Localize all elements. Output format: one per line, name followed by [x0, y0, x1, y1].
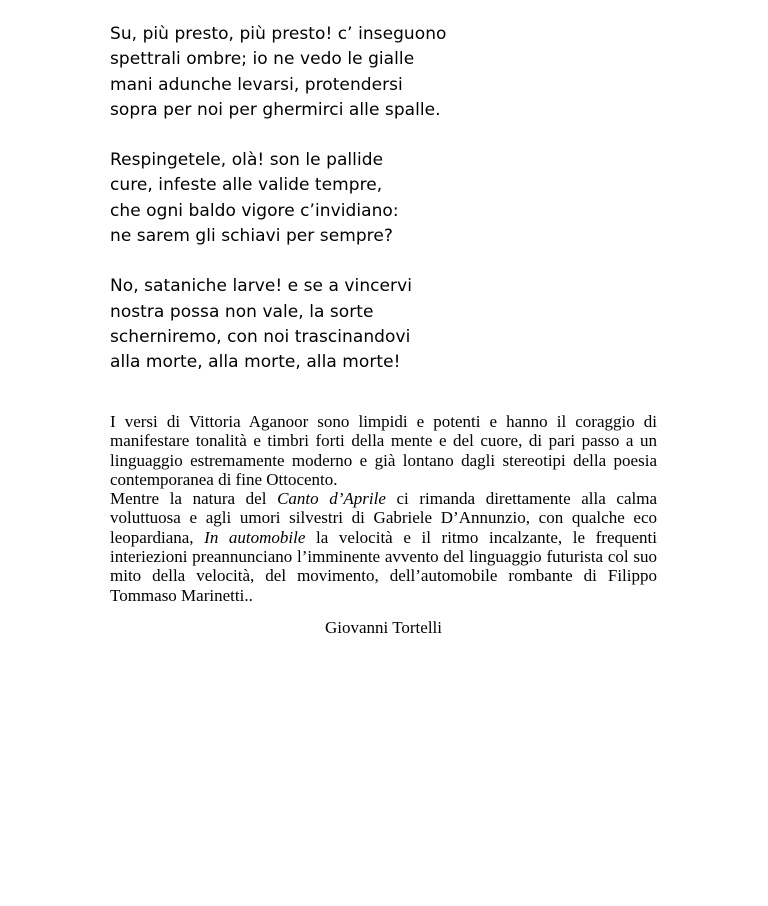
poem-line: sopra per noi per ghermirci alle spalle.	[110, 99, 441, 120]
commentary-text: la velocità e il ritmo incalzante, le frequenti interiezioni preannunciano l’imminente avvento del linguaggio futurista col suo mito della velocità, del movimento, dell’automobile rombante di Filippo Tommaso Marinetti..	[110, 527, 657, 605]
commentary	[110, 412, 657, 605]
commentary-text: ci rimanda direttamente alla calma voluttuosa e agli umori silvestri di Gabriele D’Annunzio, con qualche eco leopardiana,	[110, 489, 657, 547]
work-title-in-automobile: In automobile	[204, 527, 306, 547]
poem-stanza-3	[110, 274, 670, 375]
poem-stanza-2	[110, 148, 670, 249]
poem-line: No, sataniche larve! e se a vincervi	[110, 276, 412, 297]
poem-line: mani adunche levarsi, protendersi	[110, 74, 403, 95]
poem-line: scherniremo, con noi trascinandovi	[110, 326, 411, 347]
poem-line: alla morte, alla morte, alla morte!	[110, 352, 401, 373]
poem-line: Respingetele, olà! son le pallide	[110, 150, 384, 171]
commentary-text: Mentre la natura del	[110, 489, 278, 509]
poem-line: cure, infeste alle valide tempre,	[110, 175, 383, 196]
poem-line: spettrali ombre; io ne vedo le gialle	[110, 49, 415, 70]
work-title-canto-d-aprile: Canto d’Aprile	[277, 489, 386, 509]
commentary-paragraph-2	[110, 489, 657, 605]
author-signature: Giovanni Tortelli	[324, 618, 442, 637]
poem-line: che ogni baldo vigore c’invidiano:	[110, 200, 399, 221]
commentary-paragraph-1: I versi di Vittoria Aganoor sono limpidi e potenti e hanno il coraggio di manifestare tonalità e timbri forti della mente e del cuore, di pari passo a un linguaggio estremamente moderno e già lontano dagli stereotipi della poesia contemporanea di fine Ottocento.	[110, 412, 657, 489]
poem-line: nostra possa non vale, la sorte	[110, 301, 374, 322]
poem-line: Su, più presto, più presto! c’ inseguono	[110, 24, 447, 44]
poem	[110, 22, 670, 401]
poem-stanza-1	[110, 22, 670, 123]
poem-line: ne sarem gli schiavi per sempre?	[110, 226, 393, 247]
